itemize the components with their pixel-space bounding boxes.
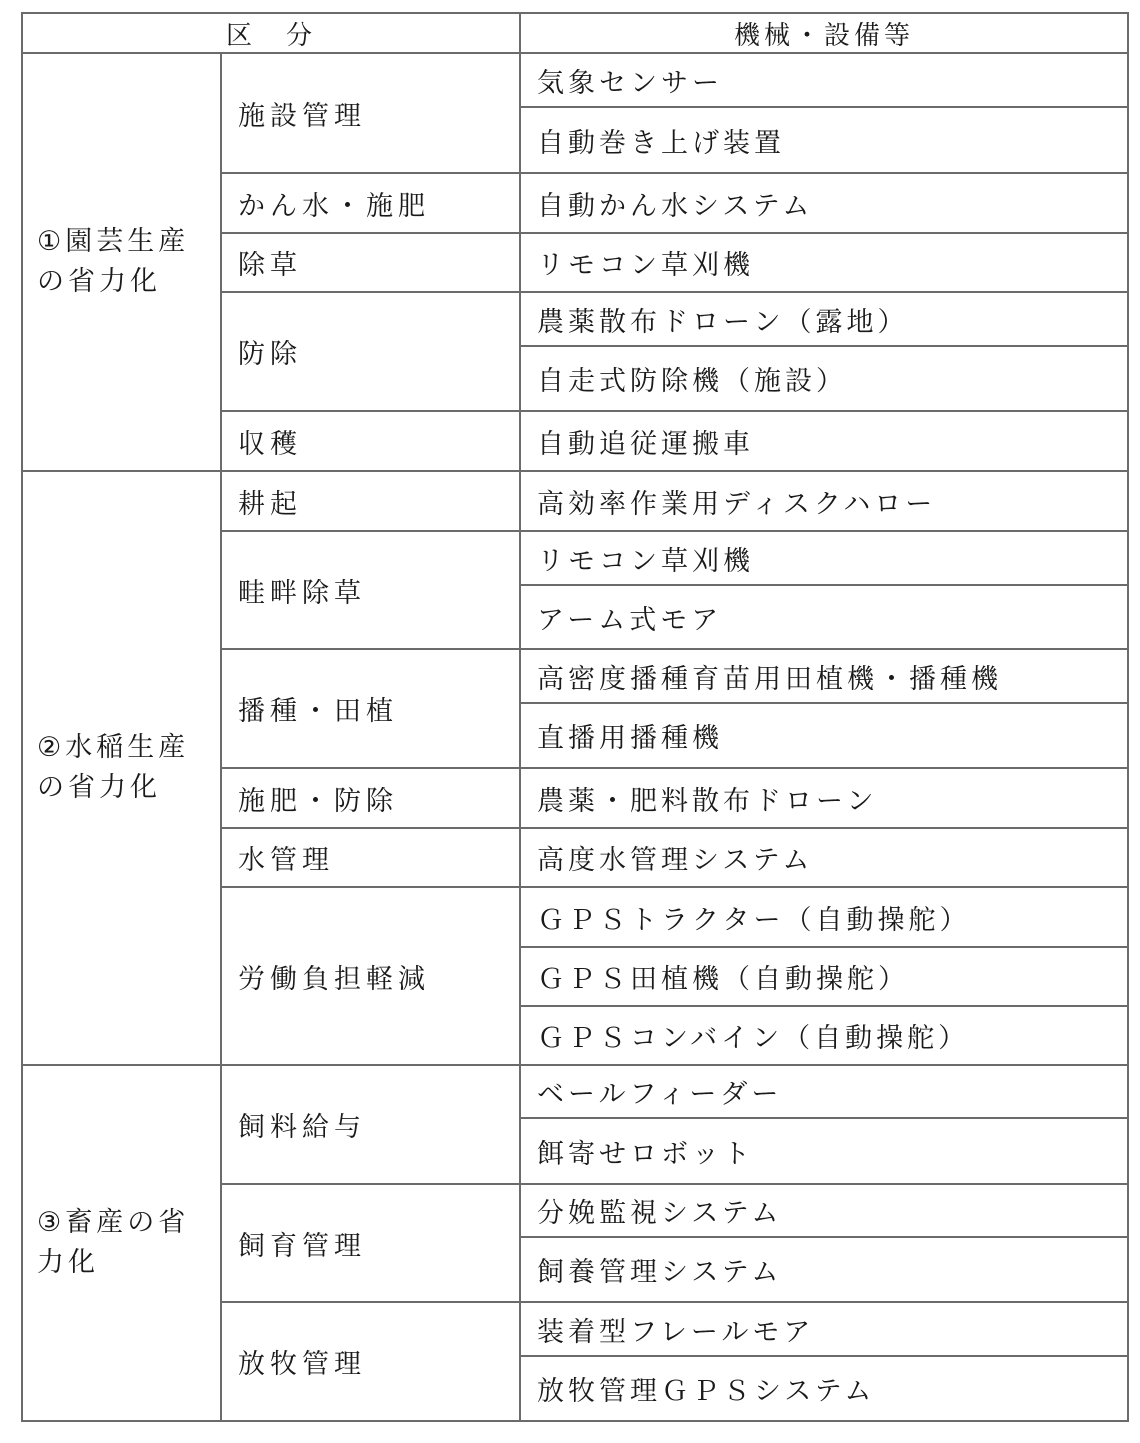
subcategory-cell: 放牧管理 bbox=[221, 1302, 520, 1421]
subcategory-cell: 水管理 bbox=[221, 828, 520, 887]
header-category: 区 分 bbox=[22, 13, 520, 53]
equipment-table bbox=[21, 12, 1129, 1422]
equipment-cell: リモコン草刈機 bbox=[520, 233, 1128, 292]
subcategory-cell: 耕起 bbox=[221, 471, 520, 531]
equipment-cell: リモコン草刈機 bbox=[520, 531, 1128, 585]
equipment-cell: 高効率作業用ディスクハロー bbox=[520, 471, 1128, 531]
equipment-cell: 自動巻き上げ装置 bbox=[520, 107, 1128, 173]
subcategory-cell: かん水・施肥 bbox=[221, 173, 520, 233]
equipment-cell: 飼養管理システム bbox=[520, 1237, 1128, 1302]
table-body bbox=[22, 53, 1128, 1421]
table-row bbox=[22, 53, 1128, 107]
subcategory-cell: 除草 bbox=[221, 233, 520, 292]
equipment-cell: 自動追従運搬車 bbox=[520, 411, 1128, 471]
equipment-cell: 分娩監視システム bbox=[520, 1184, 1128, 1237]
equipment-cell: 自走式防除機（施設） bbox=[520, 346, 1128, 411]
equipment-cell: 自動かん水システム bbox=[520, 173, 1128, 233]
equipment-cell: 高密度播種育苗用田植機・播種機 bbox=[520, 649, 1128, 703]
equipment-cell: 高度水管理システム bbox=[520, 828, 1128, 887]
subcategory-cell: 施設管理 bbox=[221, 53, 520, 173]
table-row bbox=[22, 471, 1128, 531]
subcategory-cell: 飼料給与 bbox=[221, 1065, 520, 1184]
equipment-cell: 装着型フレールモア bbox=[520, 1302, 1128, 1356]
subcategory-cell: 労働負担軽減 bbox=[221, 887, 520, 1065]
category-cell: ②水稲生産の省力化 bbox=[22, 471, 221, 1065]
equipment-cell: 餌寄せロボット bbox=[520, 1118, 1128, 1184]
header-row bbox=[22, 13, 1128, 53]
equipment-cell: 農薬散布ドローン（露地） bbox=[520, 292, 1128, 346]
equipment-cell: ＧＰＳ田植機（自動操舵） bbox=[520, 947, 1128, 1006]
equipment-cell: 放牧管理ＧＰＳシステム bbox=[520, 1356, 1128, 1421]
subcategory-cell: 収穫 bbox=[221, 411, 520, 471]
equipment-cell: 直播用播種機 bbox=[520, 703, 1128, 768]
equipment-cell: 農薬・肥料散布ドローン bbox=[520, 768, 1128, 828]
table-row bbox=[22, 1065, 1128, 1118]
category-cell: ③畜産の省力化 bbox=[22, 1065, 221, 1421]
equipment-cell: ＧＰＳコンバイン（自動操舵） bbox=[520, 1006, 1128, 1065]
category-cell: ①園芸生産の省力化 bbox=[22, 53, 221, 471]
equipment-cell: ベールフィーダー bbox=[520, 1065, 1128, 1118]
equipment-cell: 気象センサー bbox=[520, 53, 1128, 107]
subcategory-cell: 飼育管理 bbox=[221, 1184, 520, 1302]
subcategory-cell: 施肥・防除 bbox=[221, 768, 520, 828]
subcategory-cell: 畦畔除草 bbox=[221, 531, 520, 649]
subcategory-cell: 防除 bbox=[221, 292, 520, 411]
equipment-cell: アーム式モア bbox=[520, 585, 1128, 649]
equipment-cell: ＧＰＳトラクター（自動操舵） bbox=[520, 887, 1128, 947]
header-equipment: 機械・設備等 bbox=[520, 13, 1128, 53]
subcategory-cell: 播種・田植 bbox=[221, 649, 520, 768]
